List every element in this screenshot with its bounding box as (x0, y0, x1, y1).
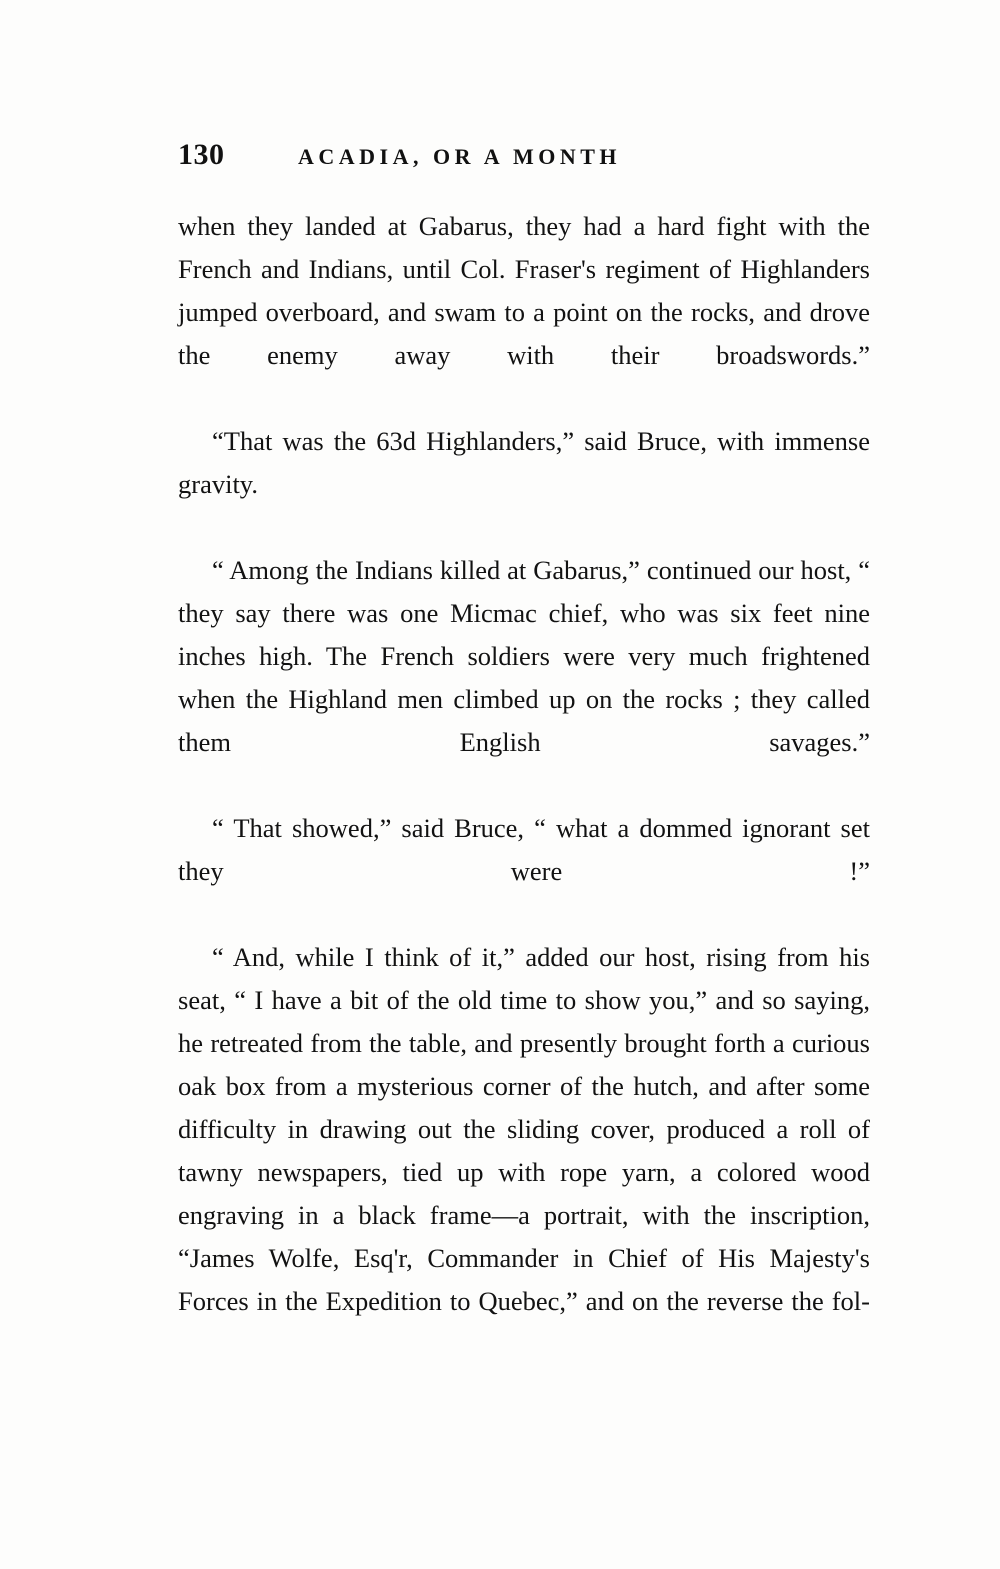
paragraph: “ Among the Indians killed at Gabarus,” continued our host, “ they say there was one Micmac chief, who was six feet nine inches high. The French soldiers were very much frightened when the Highland men climbed up on the rocks ; they called them English savages.” (178, 555, 870, 757)
running-head: ACADIA, OR A MONTH (298, 144, 622, 169)
paragraph: when they landed at Gabarus, they had a hard fight with the French and Indians, until Col. Fraser's regiment of Highlanders jumped overboard, and swam to a point on the rocks, and drove the enemy away with their broadswords.” (178, 211, 870, 370)
paragraph: “That was the 63d Highlanders,” said Bruce, with immense gravity. (178, 426, 870, 499)
page-header (178, 138, 868, 172)
body-text (178, 205, 870, 1366)
paragraph: “ That showed,” said Bruce, “ what a dommed ignorant set they were !” (178, 813, 870, 886)
page-number: 130 (178, 138, 225, 171)
paragraph: “ And, while I think of it,” added our host, rising from his seat, “ I have a bit of the old time to show you,” and so saying, he retreated from the table, and presently brought forth a curious oak box from a mysterious corner of the hutch, and after some difficulty in drawing out the sliding cover, produced a roll of tawny newspapers, tied up with rope yarn, a colored wood engraving in a black frame—a portrait, with the inscription, “James Wolfe, Esq'r, Commander in Chief of His Majesty's Forces in the Expedition to Quebec,” and on the reverse the fol- (178, 942, 870, 1316)
